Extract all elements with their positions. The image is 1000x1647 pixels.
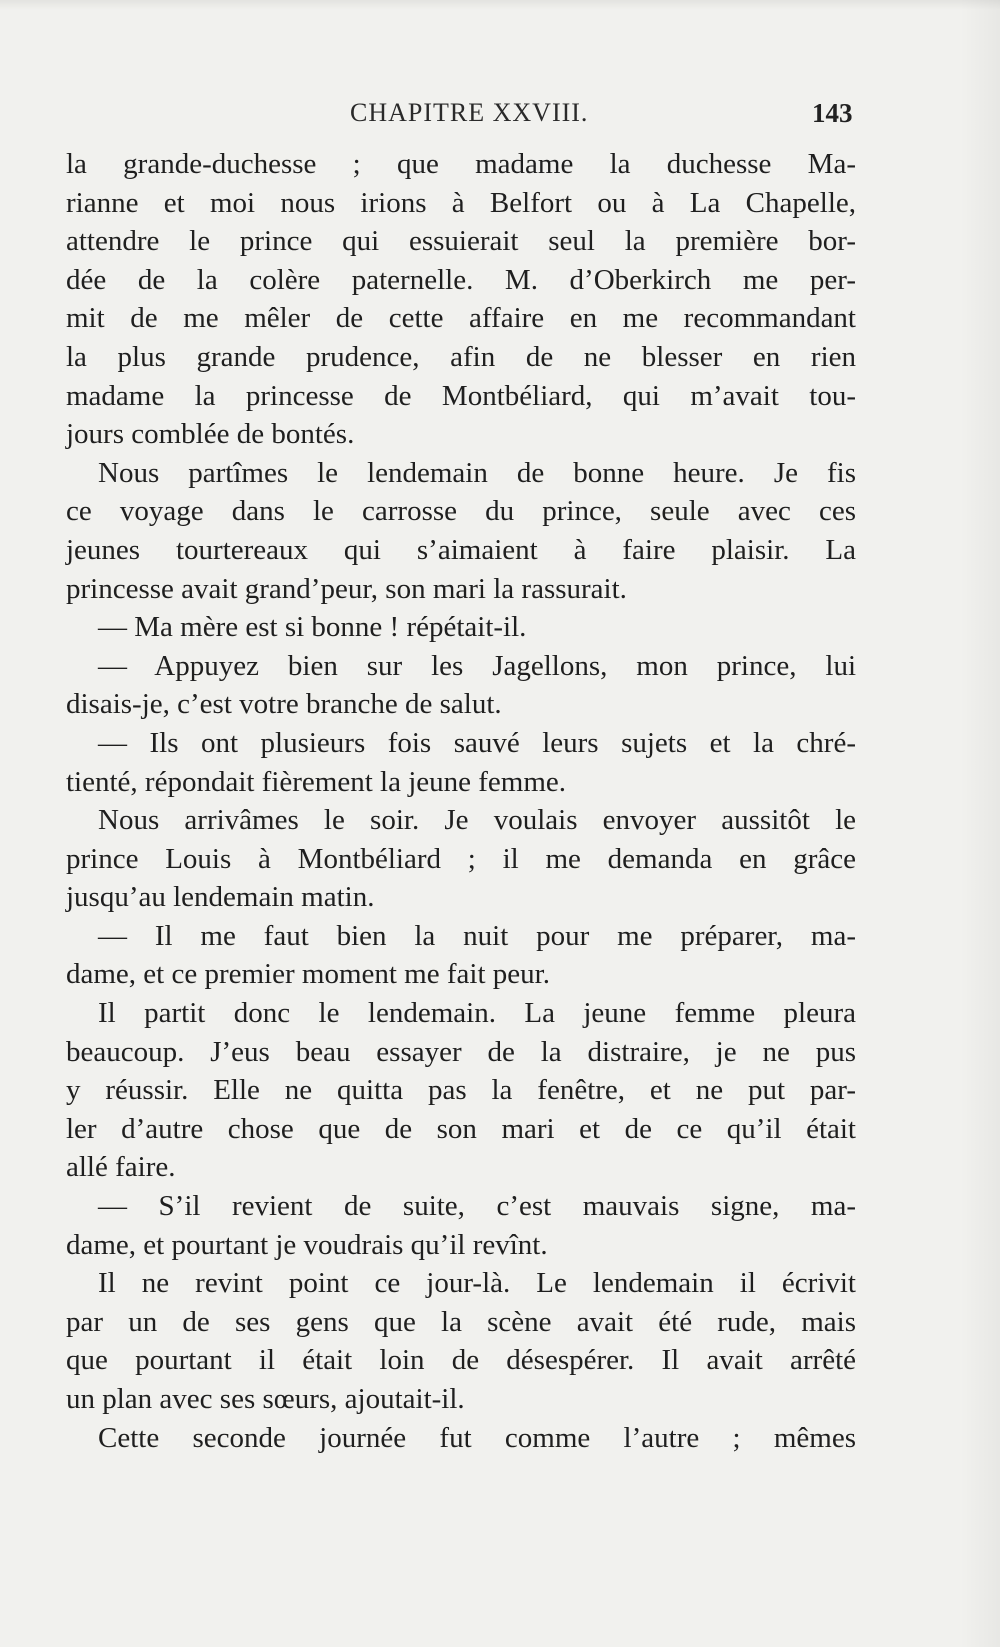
text-line: y réussir. Elle ne quitta pas la fenêtre, et ne put par- [66,1074,856,1107]
text-line: ler d’autre chose que de son mari et de ce qu’il était [66,1112,856,1145]
text-line: la grande-duchesse ; que madame la duchesse Ma- [66,148,856,180]
text-line: disais-je, c’est votre branche de salut. [66,688,502,721]
text-line: un plan avec ses sœurs, ajoutait-il. [66,1383,465,1415]
text-line: dée de la colère paternelle. M. d’Oberkirch me per- [66,263,856,296]
text-line: princesse avait grand’peur, son mari la rassurait. [66,572,627,605]
text-line: attendre le prince qui essuierait seul la première bor- [66,225,856,258]
page-header [0,98,1000,134]
text-line: — Ils ont plusieurs fois sauvé leurs sujets et la chré- [98,726,856,759]
text-line: par un de ses gens que la scène avait été rude, mais [66,1305,856,1338]
text-line: — S’il revient de suite, c’est mauvais signe, ma- [98,1190,856,1223]
page-top-edge [0,0,1000,10]
text-line: la plus grande prudence, afin de ne blesser en rien [66,340,856,373]
text-line: allé faire. [66,1151,176,1184]
text-line: madame la princesse de Montbéliard, qui m’avait tou- [66,379,856,412]
text-line: que pourtant il était loin de désespérer. Il avait arrêté [66,1344,856,1377]
text-line: Nous arrivâmes le soir. Je voulais envoyer aussitôt le [98,804,856,837]
text-line: prince Louis à Montbéliard ; il me demanda en grâce [66,842,856,875]
text-line: beaucoup. J’eus beau essayer de la distraire, je ne pus [66,1035,856,1068]
text-line: Nous partîmes le lendemain de bonne heure. Je fis [98,456,856,489]
text-line: dame, et ce premier moment me fait peur. [66,958,550,991]
text-line: — Appuyez bien sur les Jagellons, mon prince, lui [98,649,856,682]
text-line: — Ma mère est si bonne ! répétait-il. [98,611,527,644]
body-text [66,145,856,1457]
text-line: Il partit donc le lendemain. La jeune femme pleura [98,997,856,1030]
text-line: Cette seconde journée fut comme l’autre ; mêmes [98,1421,856,1454]
text-line: dame, et pourtant je voudrais qu’il revînt. [66,1228,548,1261]
text-line: mit de me mêler de cette affaire en me recommandant [66,302,856,335]
text-line: — Il me faut bien la nuit pour me préparer, ma- [98,919,856,952]
text-line: jeunes tourtereaux qui s’aimaient à faire plaisir. La [66,533,856,566]
page-edge-shadow [960,0,1000,1647]
text-line: Il ne revint point ce jour-là. Le lendemain il écrivit [98,1267,856,1300]
running-head: CHAPITRE XXVIII. [350,98,589,127]
text-line: jours comblée de bontés. [66,418,355,451]
text-line: jusqu’au lendemain matin. [66,881,375,914]
text-line: ce voyage dans le carrosse du prince, seule avec ces [66,495,856,528]
text-line: tienté, répondait fièrement la jeune femme. [66,765,567,798]
page-number: 143 [812,98,853,128]
text-line: rianne et moi nous irions à Belfort ou à La Chapelle, [66,186,856,219]
